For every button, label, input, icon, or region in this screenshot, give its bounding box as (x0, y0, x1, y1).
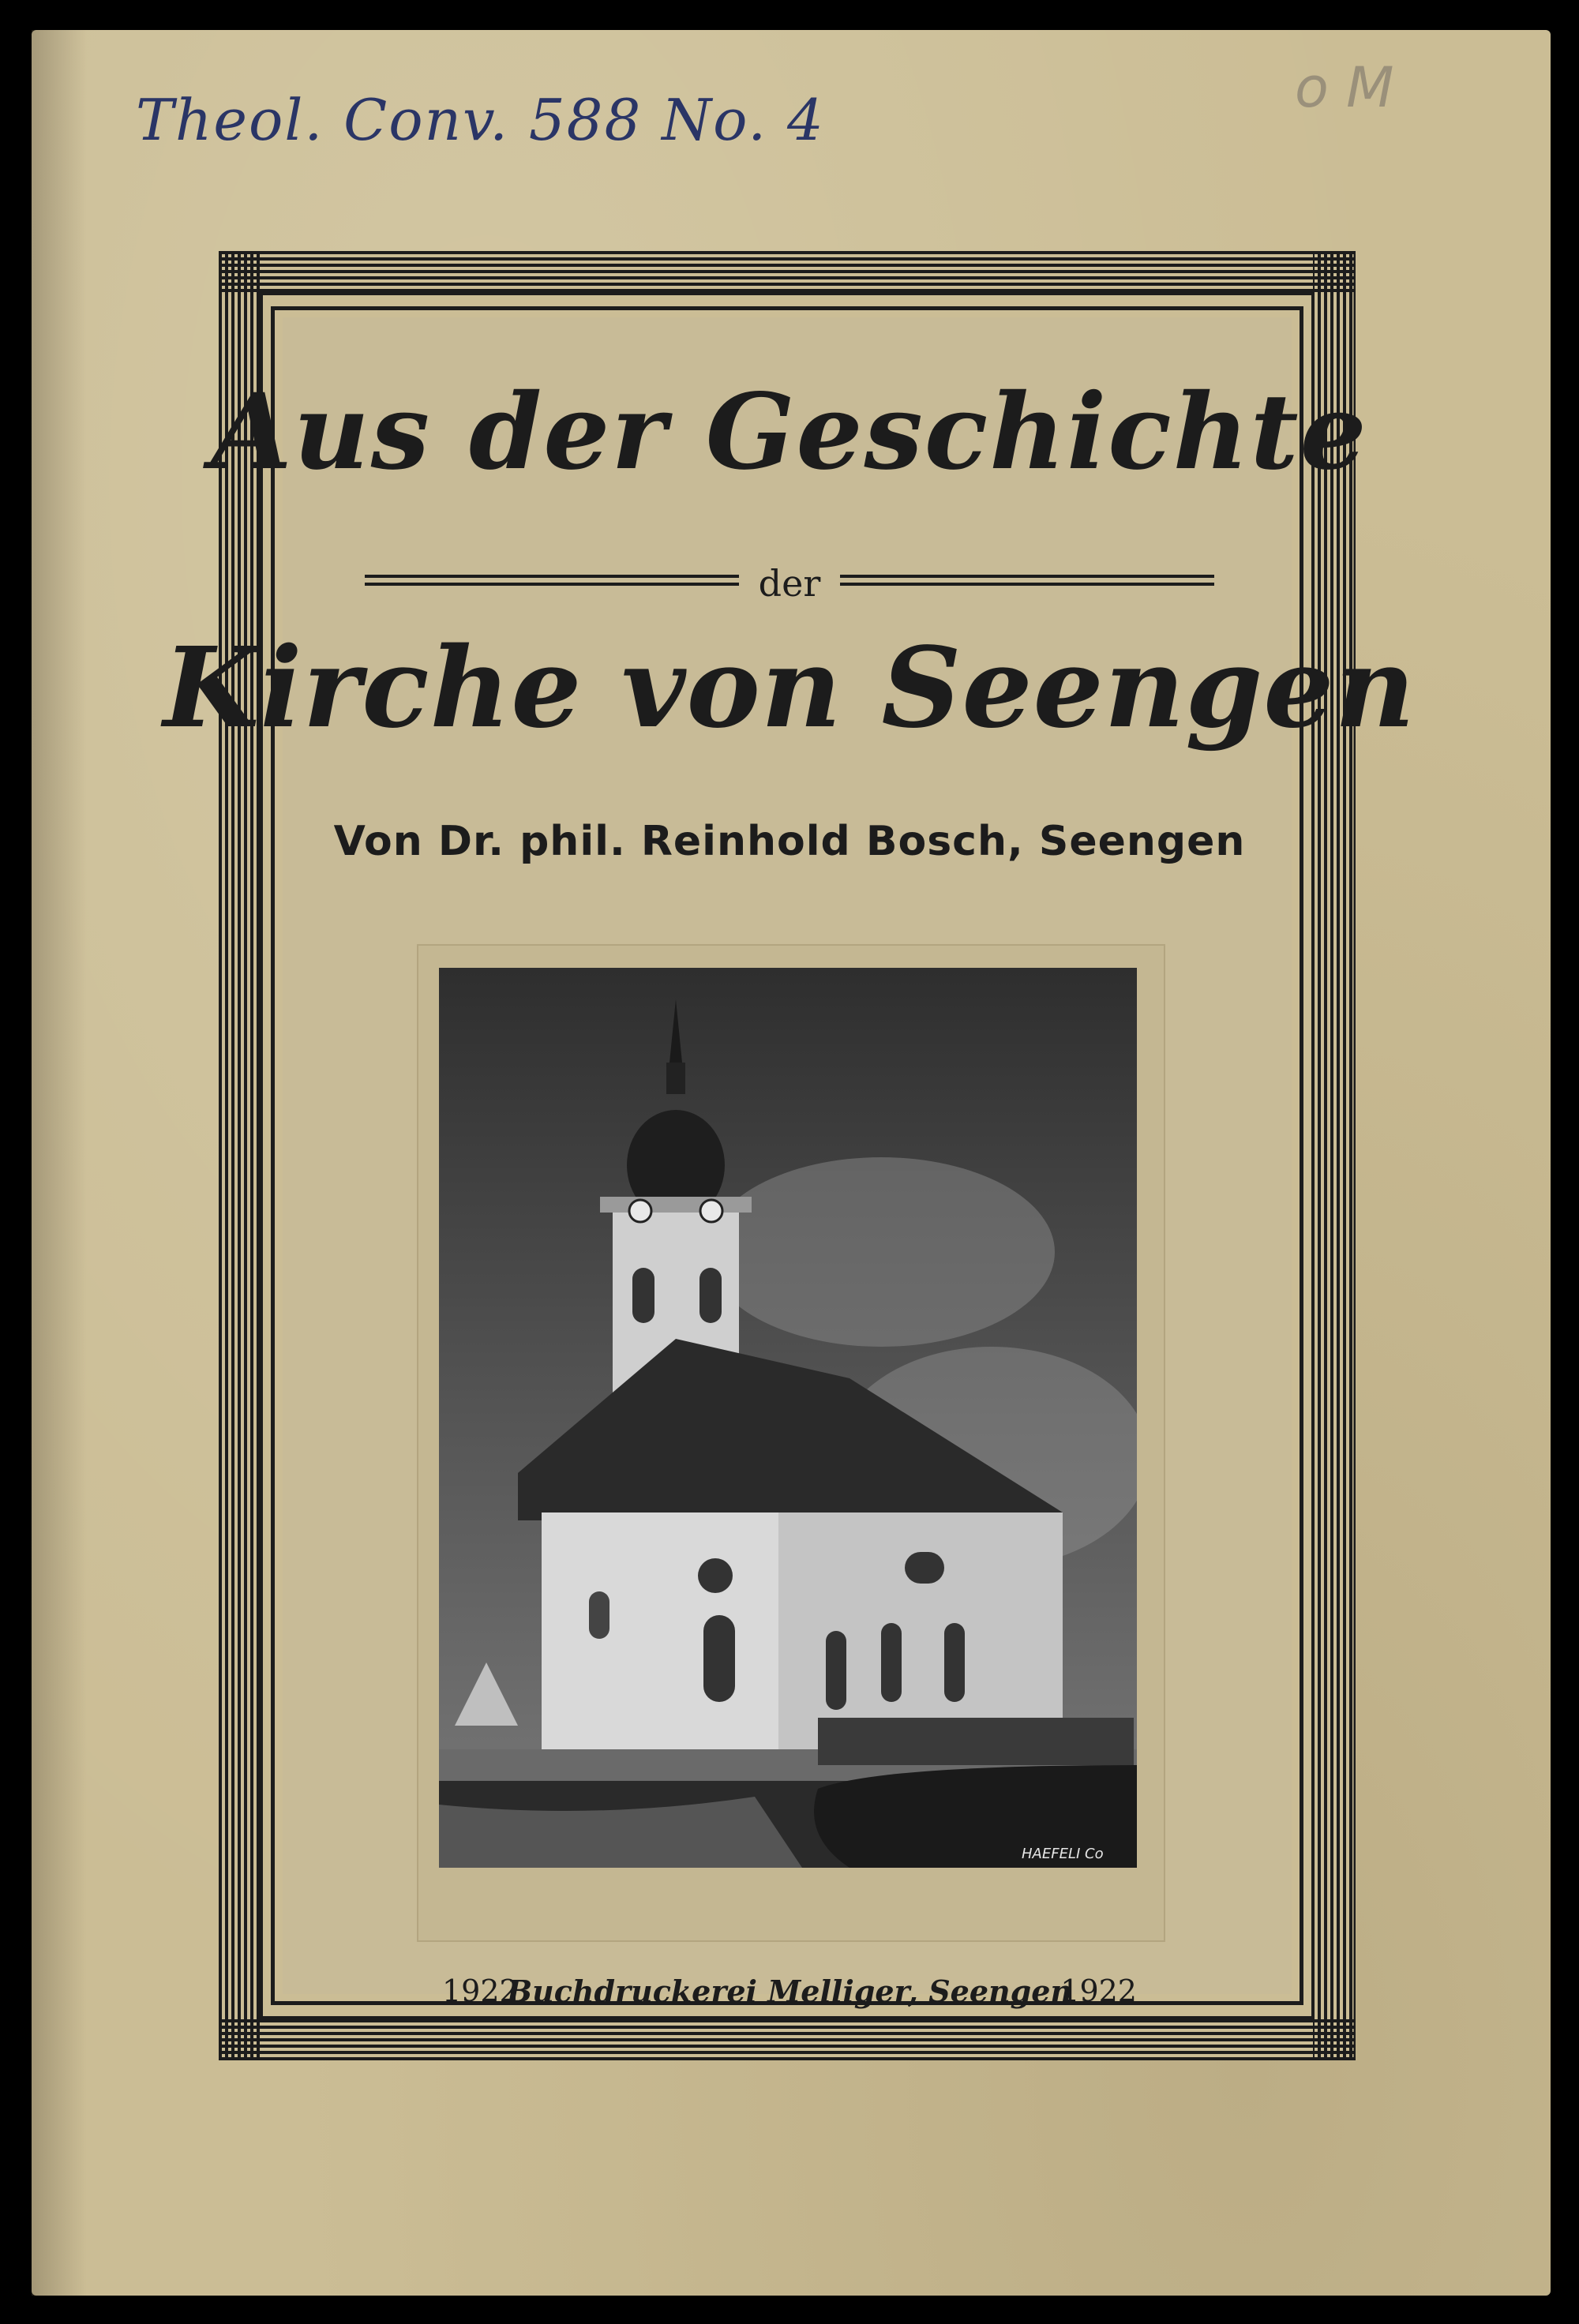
title-connector: der (758, 562, 821, 605)
church-photograph (439, 968, 1137, 1868)
year-right: 1922 (1060, 1974, 1137, 2008)
cover-spine-shadow (32, 30, 87, 2296)
church-illustration (439, 968, 1137, 1868)
photo-credit: HAEFELI Co (1022, 1846, 1104, 1862)
imprint-footer (426, 1974, 1153, 2021)
handwritten-shelfmark: Theol. Conv. 588 No. 4 (136, 87, 825, 153)
title-line-1: Aus der Geschichte (211, 371, 1368, 493)
printer-imprint: Buchdruckerei Melliger, Seengen (506, 1974, 1073, 2009)
year-left: 1922 (442, 1974, 519, 2008)
title-line-2: Kirche von Seengen (163, 624, 1416, 753)
title-connector-row (365, 557, 1214, 605)
double-rule-right (840, 575, 1214, 586)
pencil-mark: o M (1295, 55, 1394, 120)
author-line: Von Dr. phil. Reinhold Bosch, Seengen (333, 818, 1246, 865)
